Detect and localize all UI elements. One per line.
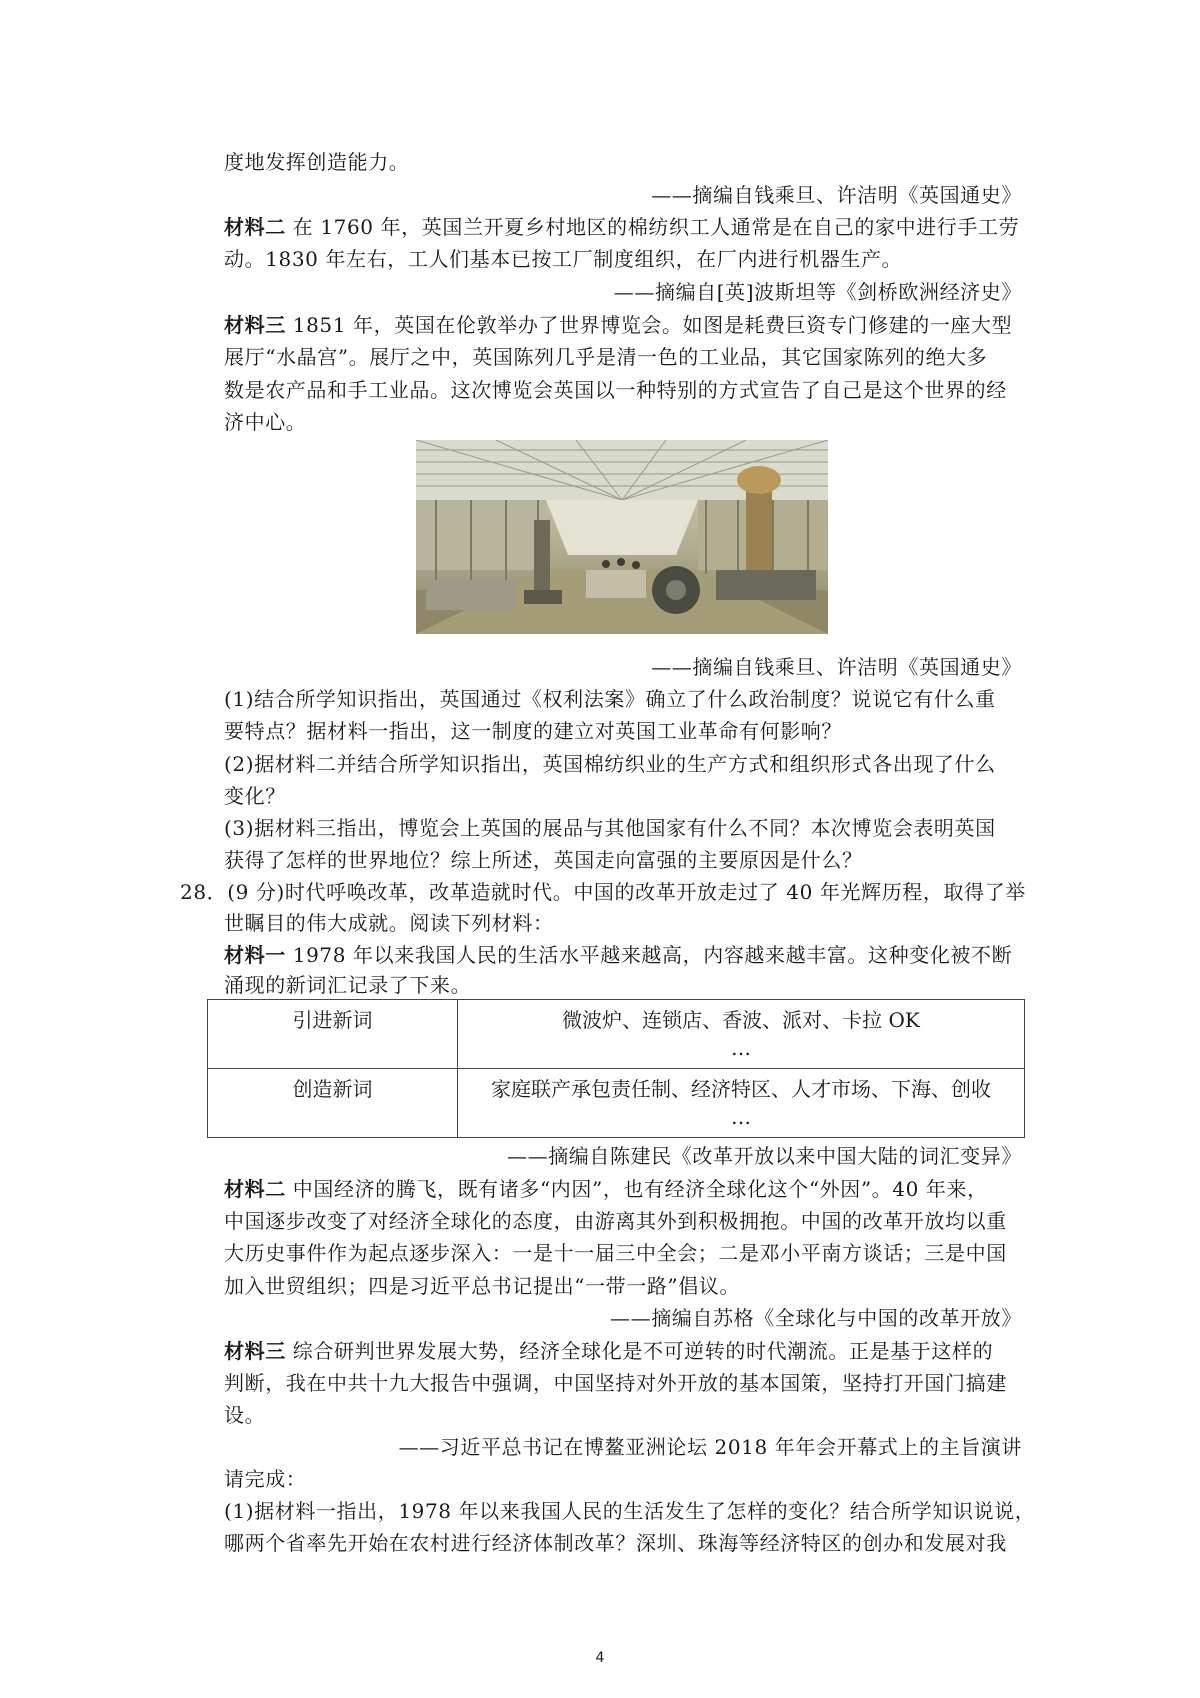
source-citation: ——摘编自钱乘旦、许洁明《英国通史》: [651, 183, 1022, 207]
material-label: 材料二: [224, 1177, 286, 1201]
text-line: 济中心。: [224, 410, 307, 434]
text-line: 涌现的新词汇记录了下来。: [224, 973, 472, 997]
table-row: [208, 1069, 1025, 1138]
question-3: (3)据材料三指出，博览会上英国的展品与其他国家有什么不同？本次博览会表明英国: [224, 816, 996, 840]
crystal-palace-illustration: [416, 440, 828, 634]
material-label: 材料一: [224, 943, 286, 967]
table-cell-key: 创造新词: [208, 1069, 458, 1138]
material-text: 1978 年以来我国人民的生活水平越来越高，内容越来越丰富。这种变化被不断: [285, 943, 1013, 967]
material-label: 材料二: [224, 215, 286, 239]
material-three-line: [224, 310, 1024, 340]
text-line: 动。1830 年左右，工人们基本已按工厂制度组织，在厂内进行机器生产。: [224, 247, 903, 271]
text-line: 世瞩目的伟大成就。阅读下列材料：: [224, 911, 554, 935]
source-citation: ——习近平总书记在博鳌亚洲论坛 2018 年年会开幕式上的主旨演讲: [398, 1435, 1022, 1459]
material-label: 材料三: [224, 313, 286, 337]
text-line: 哪两个省率先开始在农村进行经济体制改革？深圳、珠海等经济特区的创办和发展对我: [224, 1531, 1007, 1555]
text-line: 数是农产品和手工业品。这次博览会英国以一种特别的方式宣告了自己是这个世界的经: [224, 378, 1007, 402]
text-line: 度地发挥创造能力。: [224, 150, 410, 174]
table-cell-key: 引进新词: [208, 1000, 458, 1069]
material-text: 中国经济的腾飞，既有诸多“内因”，也有经济全球化这个“外因”。40 年来，: [285, 1177, 988, 1201]
text-line: 中国逐步改变了对经济全球化的态度，由游离其外到积极拥抱。中国的改革开放均以重: [224, 1209, 1007, 1233]
text-line: 设。: [224, 1403, 266, 1427]
text-line: 获得了怎样的世界地位？综上所述，英国走向富强的主要原因是什么？: [224, 848, 863, 872]
material-two-line: [224, 1174, 1024, 1204]
question-2: (2)据材料二并结合所学知识指出，英国棉纺织业的生产方式和组织形式各出现了什么: [224, 752, 996, 776]
instruction: 请完成：: [224, 1467, 307, 1491]
material-label: 材料三: [224, 1339, 286, 1363]
source-citation: ——摘编自钱乘旦、许洁明《英国通史》: [651, 655, 1022, 679]
material-text: 1851 年，英国在伦敦举办了世界博览会。如图是耗费巨资专门修建的一座大型: [285, 313, 1013, 337]
table-row: [208, 1000, 1025, 1069]
text-line: 要特点？据材料一指出，这一制度的建立对英国工业革命有何影响？: [224, 719, 842, 743]
text-line: 加入世贸组织；四是习近平总书记提出“一带一路”倡议。: [224, 1274, 741, 1298]
new-words-table: [207, 999, 1025, 1138]
ellipsis: …: [731, 1036, 751, 1060]
question-28-stem: 28．(9 分)时代呼唤改革，改革造就时代。中国的改革开放走过了 40 年光辉历程，取得了举: [180, 880, 1026, 904]
source-citation: ——摘编自[英]波斯坦等《剑桥欧洲经济史》: [613, 280, 1022, 304]
text-line: 展厅“水晶宫”。展厅之中，英国陈列几乎是清一色的工业品，其它国家陈列的绝大多: [224, 345, 988, 369]
ellipsis: …: [731, 1105, 751, 1129]
material-two-line: [224, 212, 1024, 242]
material-one-line: [224, 940, 1024, 970]
text-line: 判断，我在中共十九大报告中强调，中国坚持对外开放的基本国策，坚持打开国门搞建: [224, 1371, 1007, 1395]
source-citation: ——摘编自苏格《全球化与中国的改革开放》: [610, 1306, 1022, 1330]
material-text: 综合研判世界发展大势，经济全球化是不可逆转的时代潮流。正是基于这样的: [285, 1339, 994, 1363]
source-citation: ——摘编自陈建民《改革开放以来中国大陆的词汇变异》: [507, 1144, 1022, 1168]
text-line: 大历史事件作为起点逐步深入：一是十一届三中全会；二是邓小平南方谈话；三是中国: [224, 1241, 1007, 1265]
material-three-line: [224, 1336, 1024, 1366]
material-text: 在 1760 年，英国兰开夏乡村地区的棉纺织工人通常是在自己的家中进行手工劳: [285, 215, 1020, 239]
question-1: (1)结合所学知识指出，英国通过《权利法案》确立了什么政治制度？说说它有什么重: [224, 687, 996, 711]
question-1: (1)据材料一指出，1978 年以来我国人民的生活发生了怎样的变化？结合所学知识说说，: [224, 1499, 1036, 1523]
table-cell-value: 微波炉、连锁店、香波、派对、卡拉 OK …: [458, 1000, 1025, 1069]
table-cell-value: 家庭联产承包责任制、经济特区、人才市场、下海、创收 …: [458, 1069, 1025, 1138]
page-number: 4: [595, 1650, 605, 1666]
text-line: 变化？: [224, 784, 286, 808]
crystal-palace-drawing: [416, 440, 828, 634]
